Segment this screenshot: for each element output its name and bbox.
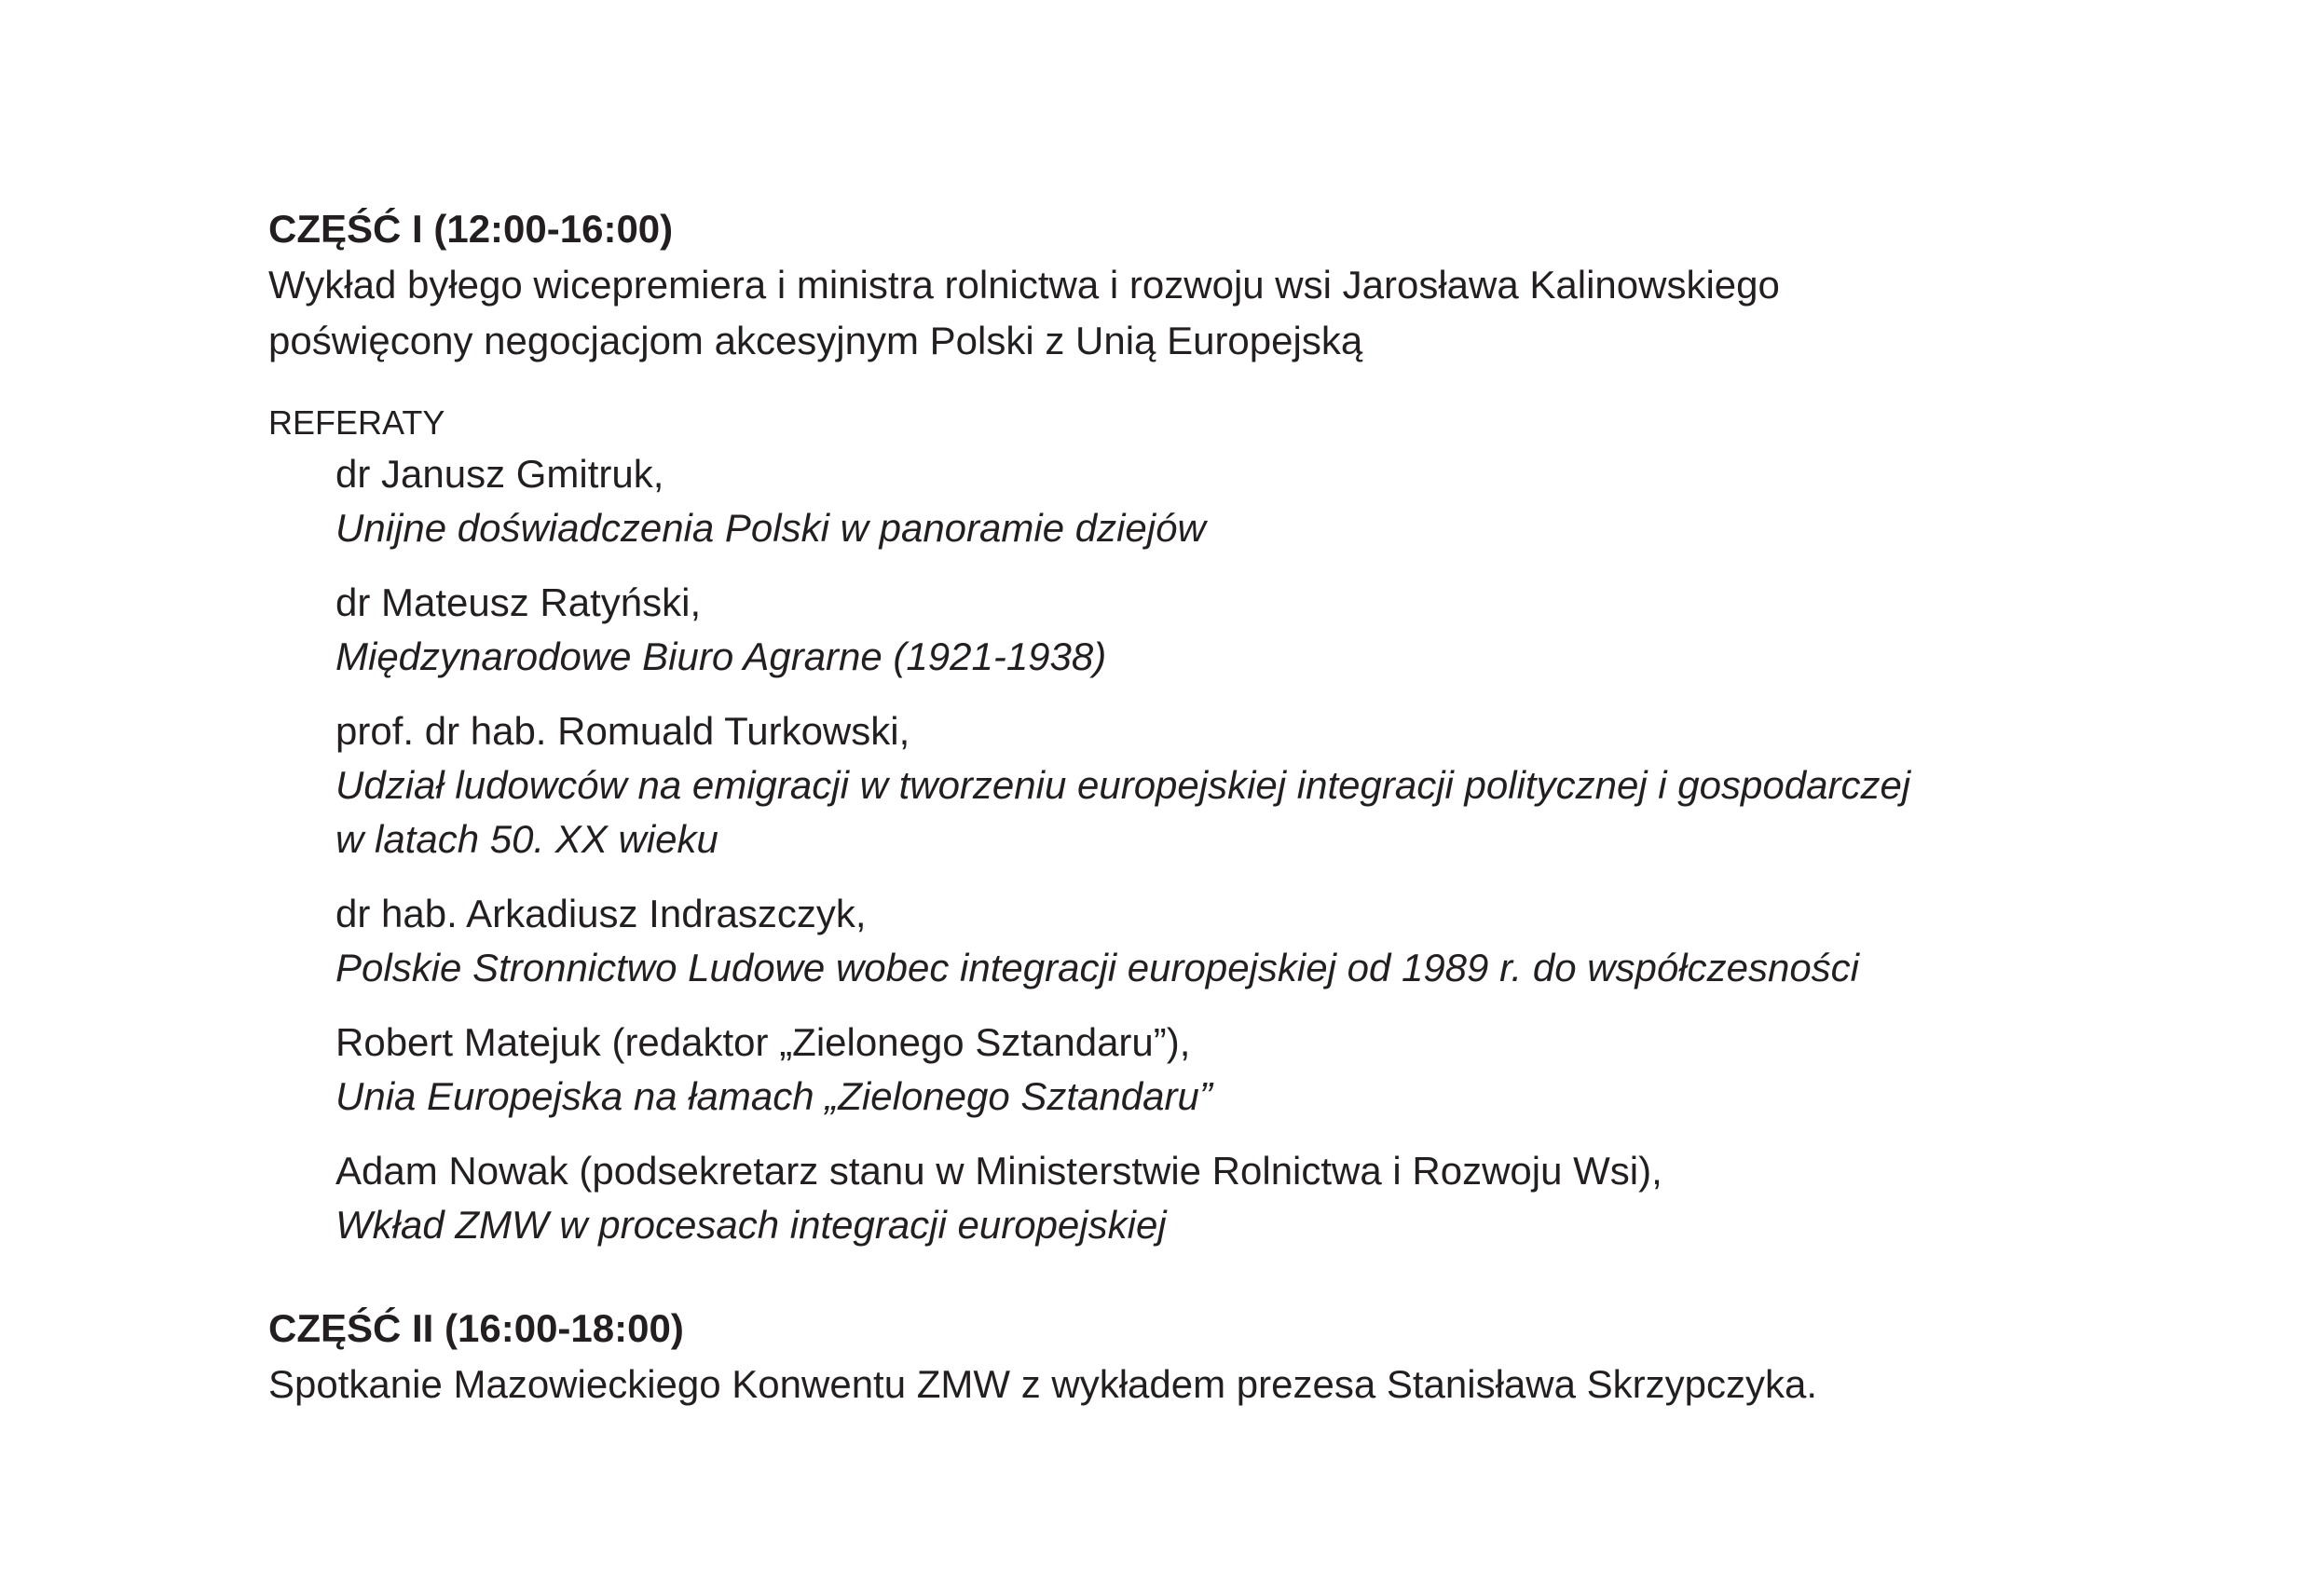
referaty-label: REFERATY	[268, 403, 445, 442]
talk-title	[335, 501, 2132, 555]
part-1-section	[268, 201, 2132, 1252]
talk-speaker: dr Janusz Gmitruk,	[335, 452, 664, 496]
program-document	[268, 201, 2132, 1412]
part-2-section	[268, 1301, 2132, 1412]
talk-item	[335, 1144, 2132, 1252]
talk-speaker: dr Mateusz Ratyński,	[335, 580, 702, 624]
part-1-heading: CZĘŚĆ I (12:00-16:00)	[268, 207, 674, 251]
talk-speaker: prof. dr hab. Romuald Turkowski,	[335, 709, 910, 753]
talk-title-line: Międzynarodowe Biuro Agrarne (1921-1938)	[335, 634, 1107, 678]
part-2-description	[268, 1357, 2132, 1412]
talk-title-line: Unijne doświadczenia Polski w panoramie dziejów	[335, 506, 1206, 550]
talk-item	[335, 704, 2132, 866]
part-2-heading: CZĘŚĆ II (16:00-18:00)	[268, 1306, 684, 1350]
part-1-line: Wykład byłego wicepremiera i ministra rolnictwa i rozwoju wsi Jarosława Kalinowskiego	[268, 263, 1780, 307]
talk-title	[335, 1070, 2132, 1124]
talk-speaker: dr hab. Arkadiusz Indraszczyk,	[335, 892, 867, 935]
part-2-line: Spotkanie Mazowieckiego Konwentu ZMW z wykładem prezesa Stanisława Skrzypczyka.	[268, 1362, 1818, 1406]
talks-list	[335, 447, 2132, 1252]
talk-title	[335, 941, 2132, 995]
talk-item	[335, 887, 2132, 995]
talk-title	[335, 758, 2132, 866]
talk-item	[335, 1016, 2132, 1124]
talk-title	[335, 630, 2132, 684]
talk-title-line: w latach 50. XX wieku	[335, 817, 718, 861]
talk-item	[335, 576, 2132, 684]
part-1-line: poświęcony negocjacjom akcesyjnym Polski z Unią Europejską	[268, 319, 1363, 362]
talk-title-line: Wkład ZMW w procesach integracji europejskiej	[335, 1203, 1167, 1247]
part-1-description	[268, 257, 2132, 369]
talk-speaker: Robert Matejuk (redaktor „Zielonego Sztandaru”),	[335, 1020, 1191, 1064]
talk-title-line: Udział ludowców na emigracji w tworzeniu europejskiej integracji politycznej i gospodarczej	[335, 763, 1911, 807]
talk-title	[335, 1198, 2132, 1252]
talk-title-line: Polskie Stronnictwo Ludowe wobec integracji europejskiej od 1989 r. do współczesności	[335, 946, 1860, 989]
talk-title-line: Unia Europejska na łamach „Zielonego Sztandaru”	[335, 1074, 1212, 1118]
talk-item	[335, 447, 2132, 555]
talk-speaker: Adam Nowak (podsekretarz stanu w Ministerstwie Rolnictwa i Rozwoju Wsi),	[335, 1149, 1662, 1193]
